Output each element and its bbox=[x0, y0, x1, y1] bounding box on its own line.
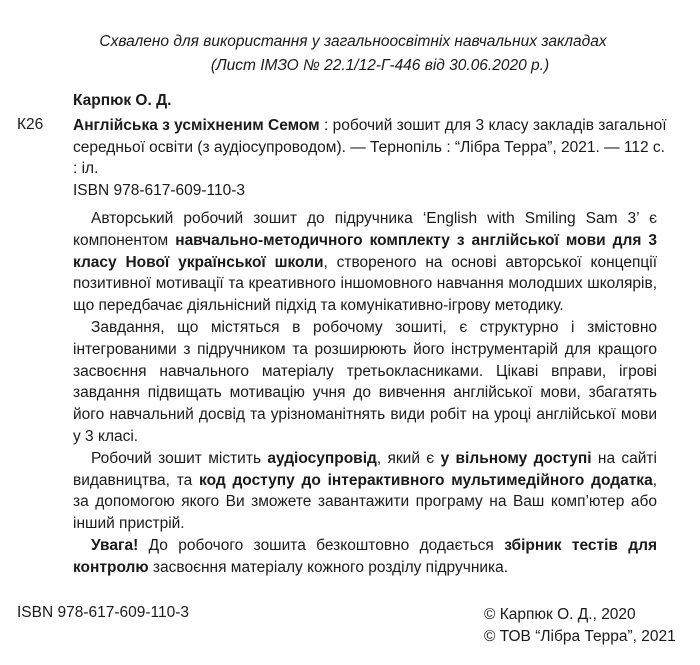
author-name: Карпюк О. Д. bbox=[73, 92, 172, 109]
book-description: : робочий зошит для 3 класу закладів загальної середньої освіти (з аудіосупроводом). — Тернопіль : “Лібра Терра”, 2021. — 112 с. : іл. bbox=[73, 117, 667, 177]
text-span: , створеного на основі авторської концепції позитивної мотивації та креативного іншомовного навчання молодших школярів, що передбачає діяльнісний підхід та комунікативно-ігрову методику. bbox=[73, 253, 658, 315]
bibliographic-record bbox=[73, 115, 673, 201]
book-isbn: ISBN 978-617-609-110-3 bbox=[73, 181, 246, 199]
bold-span: код доступу до інтерактивного мультимедійного додатка bbox=[199, 471, 653, 489]
copyright-block bbox=[484, 604, 676, 648]
footer-isbn: ISBN 978-617-609-110-3 bbox=[17, 604, 190, 621]
text-span: на сайті видавництва, та bbox=[73, 449, 657, 489]
text-span: , який є bbox=[376, 449, 441, 467]
annotation-paragraph-2: Завдання, що містяться в робочому зошиті, є структурно і змістовно інтегрованими з підручником та розширюють його інструментарій для кращого засвоєння навчального матеріалу третьокласниками. Цікаві вправи, ігрові завдання підвищать мотивацію учня до вивчення англійської мови, збагатять його навчальний досвід та урізноманітнять види робіт на уроці англійської мови у 3 класі. bbox=[73, 318, 657, 445]
bold-span: аудіосупровід bbox=[267, 449, 377, 467]
text-span: Авторський робочий зошит до підручника ‘English with Smiling Sam 3’ є компонентом bbox=[73, 210, 657, 249]
copyright-publisher: © ТОВ “Лібра Терра”, 2021 bbox=[484, 628, 676, 645]
text-span: Робочий зошит містить bbox=[91, 449, 268, 467]
annotation-paragraph-3 bbox=[73, 448, 657, 535]
text-span: До робочого зошита безкоштовно додається bbox=[138, 536, 505, 554]
bold-span: у вільному доступі bbox=[440, 449, 592, 467]
udk-index: К26 bbox=[17, 116, 44, 133]
bold-span: навчально-методичного комплекту з англійської мови для 3 класу Нової української школи bbox=[73, 231, 657, 271]
approval-note bbox=[0, 30, 700, 78]
annotation-paragraph-1 bbox=[73, 208, 657, 317]
approval-line-2: (Лист ІМЗО № 22.1/12-Г-446 від 30.06.2020 р.) bbox=[210, 57, 550, 74]
approval-line-1: Схвалено для використання у загальноосвітніх навчальних закладах bbox=[99, 33, 607, 50]
copyright-author: © Карпюк О. Д., 2020 bbox=[484, 606, 636, 623]
book-title: Англійська з усміхненим Семом bbox=[73, 117, 320, 134]
text-span: , за допомогою якого Ви зможете завантажити програму на Ваш комп’ютер або інший пристрій. bbox=[73, 471, 657, 533]
annotation bbox=[73, 208, 657, 579]
annotation-paragraph-4 bbox=[73, 535, 657, 579]
bold-span: Увага! bbox=[91, 536, 139, 554]
text-span: засвоєння матеріалу кожного розділу підручника. bbox=[148, 558, 509, 576]
bold-span: збірник тестів для контролю bbox=[73, 536, 658, 576]
